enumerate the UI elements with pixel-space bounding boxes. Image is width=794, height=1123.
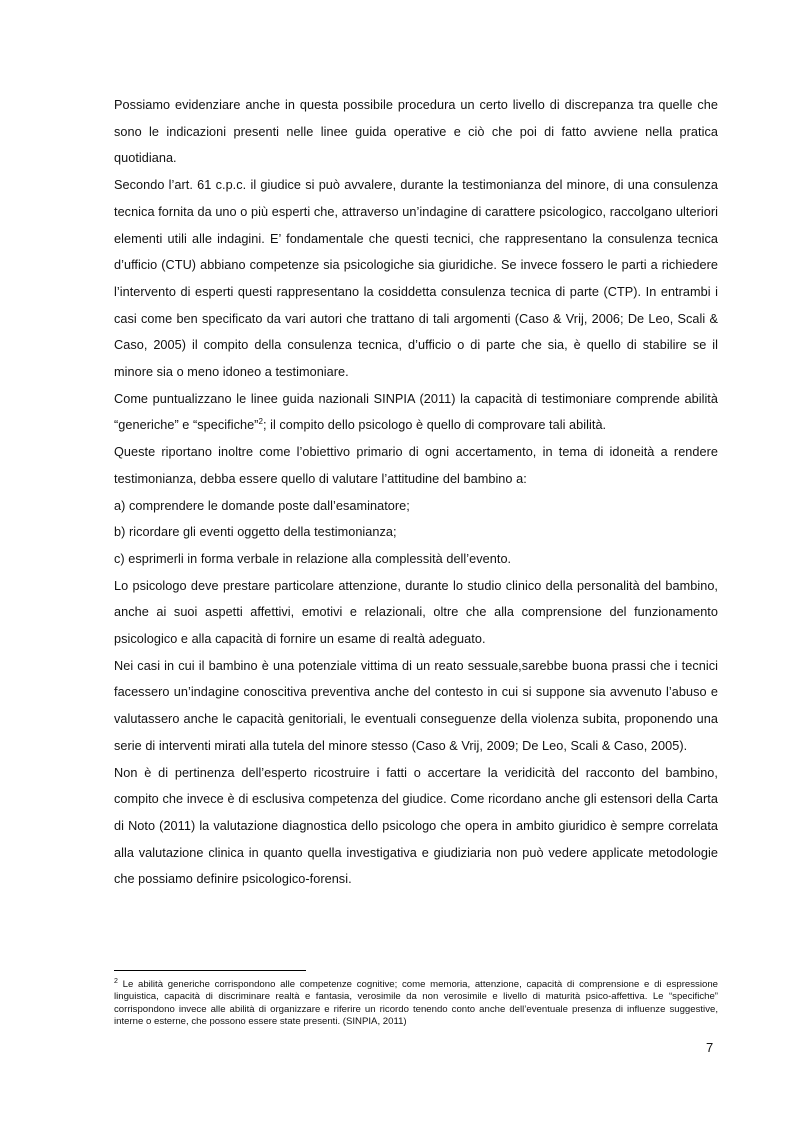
footnote-reference[interactable]: 2 [258, 417, 263, 427]
footnote-marker: 2 [114, 977, 118, 985]
footnote-separator [114, 970, 306, 971]
paragraph-with-footnote [114, 386, 718, 439]
paragraph-text: ; il compito dello psicologo è quello di comprovare tali abilità. [262, 418, 607, 433]
paragraph: Lo psicologo deve prestare particolare attenzione, durante lo studio clinico della personalità del bambino, anche ai suoi aspetti affettivi, emotivi e relazionali, oltre che alla comprensione del funzionamento psicologico e alla capacità di fornire un esame di realtà adeguato. [114, 578, 718, 647]
page-number: 7 [706, 1040, 714, 1055]
paragraph: Queste riportano inoltre come l’obiettivo primario di ogni accertamento, in tema di idoneità a rendere testimonianza, debba essere quello di valutare l’attitudine del bambino a: [114, 445, 718, 486]
paragraph: Secondo l’art. 61 c.p.c. il giudice si può avvalere, durante la testimonianza del minore, di una consulenza tecnica fornita da uno o più esperti che, attraverso un’indagine di carattere psicologico, raccolgano ulteriori elementi utili alle indagini. E’ fondamentale che questi tecnici, che rappresentano la consulenza tecnica d’ufficio (CTU) abbiano competenze sia psicologiche sia giuridiche. Se invece fossero le parti a richiedere l’intervento di esperti questi rappresentano la cosiddetta consulenza tecnica di parte (CTP). In entrambi i casi come ben specificato da vari autori che trattano di tali argomenti (Caso & Vrij, 2006; De Leo, Scali & Caso, 2005) il compito della consulenza tecnica, d’ufficio o di parte che sia, è quello di stabilire se il minore sia o meno idoneo a testimoniare. [114, 178, 718, 380]
footnote [114, 979, 718, 1028]
paragraph: Nei casi in cui il bambino è una potenziale vittima di un reato sessuale,sarebbe buona prassi che i tecnici facessero un’indagine conoscitiva preventiva anche del contesto in cui si suppone sia avvenuto l’abuso e valutassero anche le capacità genitoriali, le eventuali conseguenze della violenza subita, proponendo una serie di interventi mirati alla tutela del minore stesso (Caso & Vrij, 2009; De Leo, Scali & Caso, 2005). [114, 658, 718, 753]
paragraph: Non è di pertinenza dell’esperto ricostruire i fatti o accertare la veridicità del racconto del bambino, compito che invece è di esclusiva competenza del giudice. Come ricordano anche gli estensori della Carta di Noto (2011) la valutazione diagnostica dello psicologo che opera in ambito giuridico è sempre correlata alla valutazione clinica in quanto quella investigativa e giudiziaria non può vedere applicate metodologie che possiamo definire psicologico-forensi. [114, 765, 718, 887]
footnote-text: Le abilità generiche corrispondono alle competenze cognitive; come memoria, attenzione, capacità di comprensione e di espressione linguistica, capacità di discriminare realtà e fantasia, verosimile da non verosimile e livello di maturità psico-affettiva. Le “specifiche” corrispondono invece alle abilità di organizzare e riferire un ricordo tenendo conto anche dell’eventuale presenza di influenze suggestive, interne o esterne, che possono essere state presenti. (SINPIA, 2011) [114, 979, 718, 1027]
paragraph-text: Come puntualizzano le linee guida nazionali SINPIA (2011) la capacità di testimoniare comprende abilità “generiche” e “specifiche” [114, 391, 718, 433]
list-item: a) comprendere le domande poste dall’esaminatore; [114, 498, 410, 513]
paragraph: Possiamo evidenziare anche in questa possibile procedura un certo livello di discrepanza tra quelle che sono le indicazioni presenti nelle linee guida operative e ciò che poi di fatto avviene nella pratica quotidiana. [114, 98, 718, 166]
body-text [114, 92, 718, 893]
list-item: b) ricordare gli eventi oggetto della testimonianza; [114, 525, 397, 540]
list-item: c) esprimerli in forma verbale in relazione alla complessità dell’evento. [114, 551, 512, 566]
